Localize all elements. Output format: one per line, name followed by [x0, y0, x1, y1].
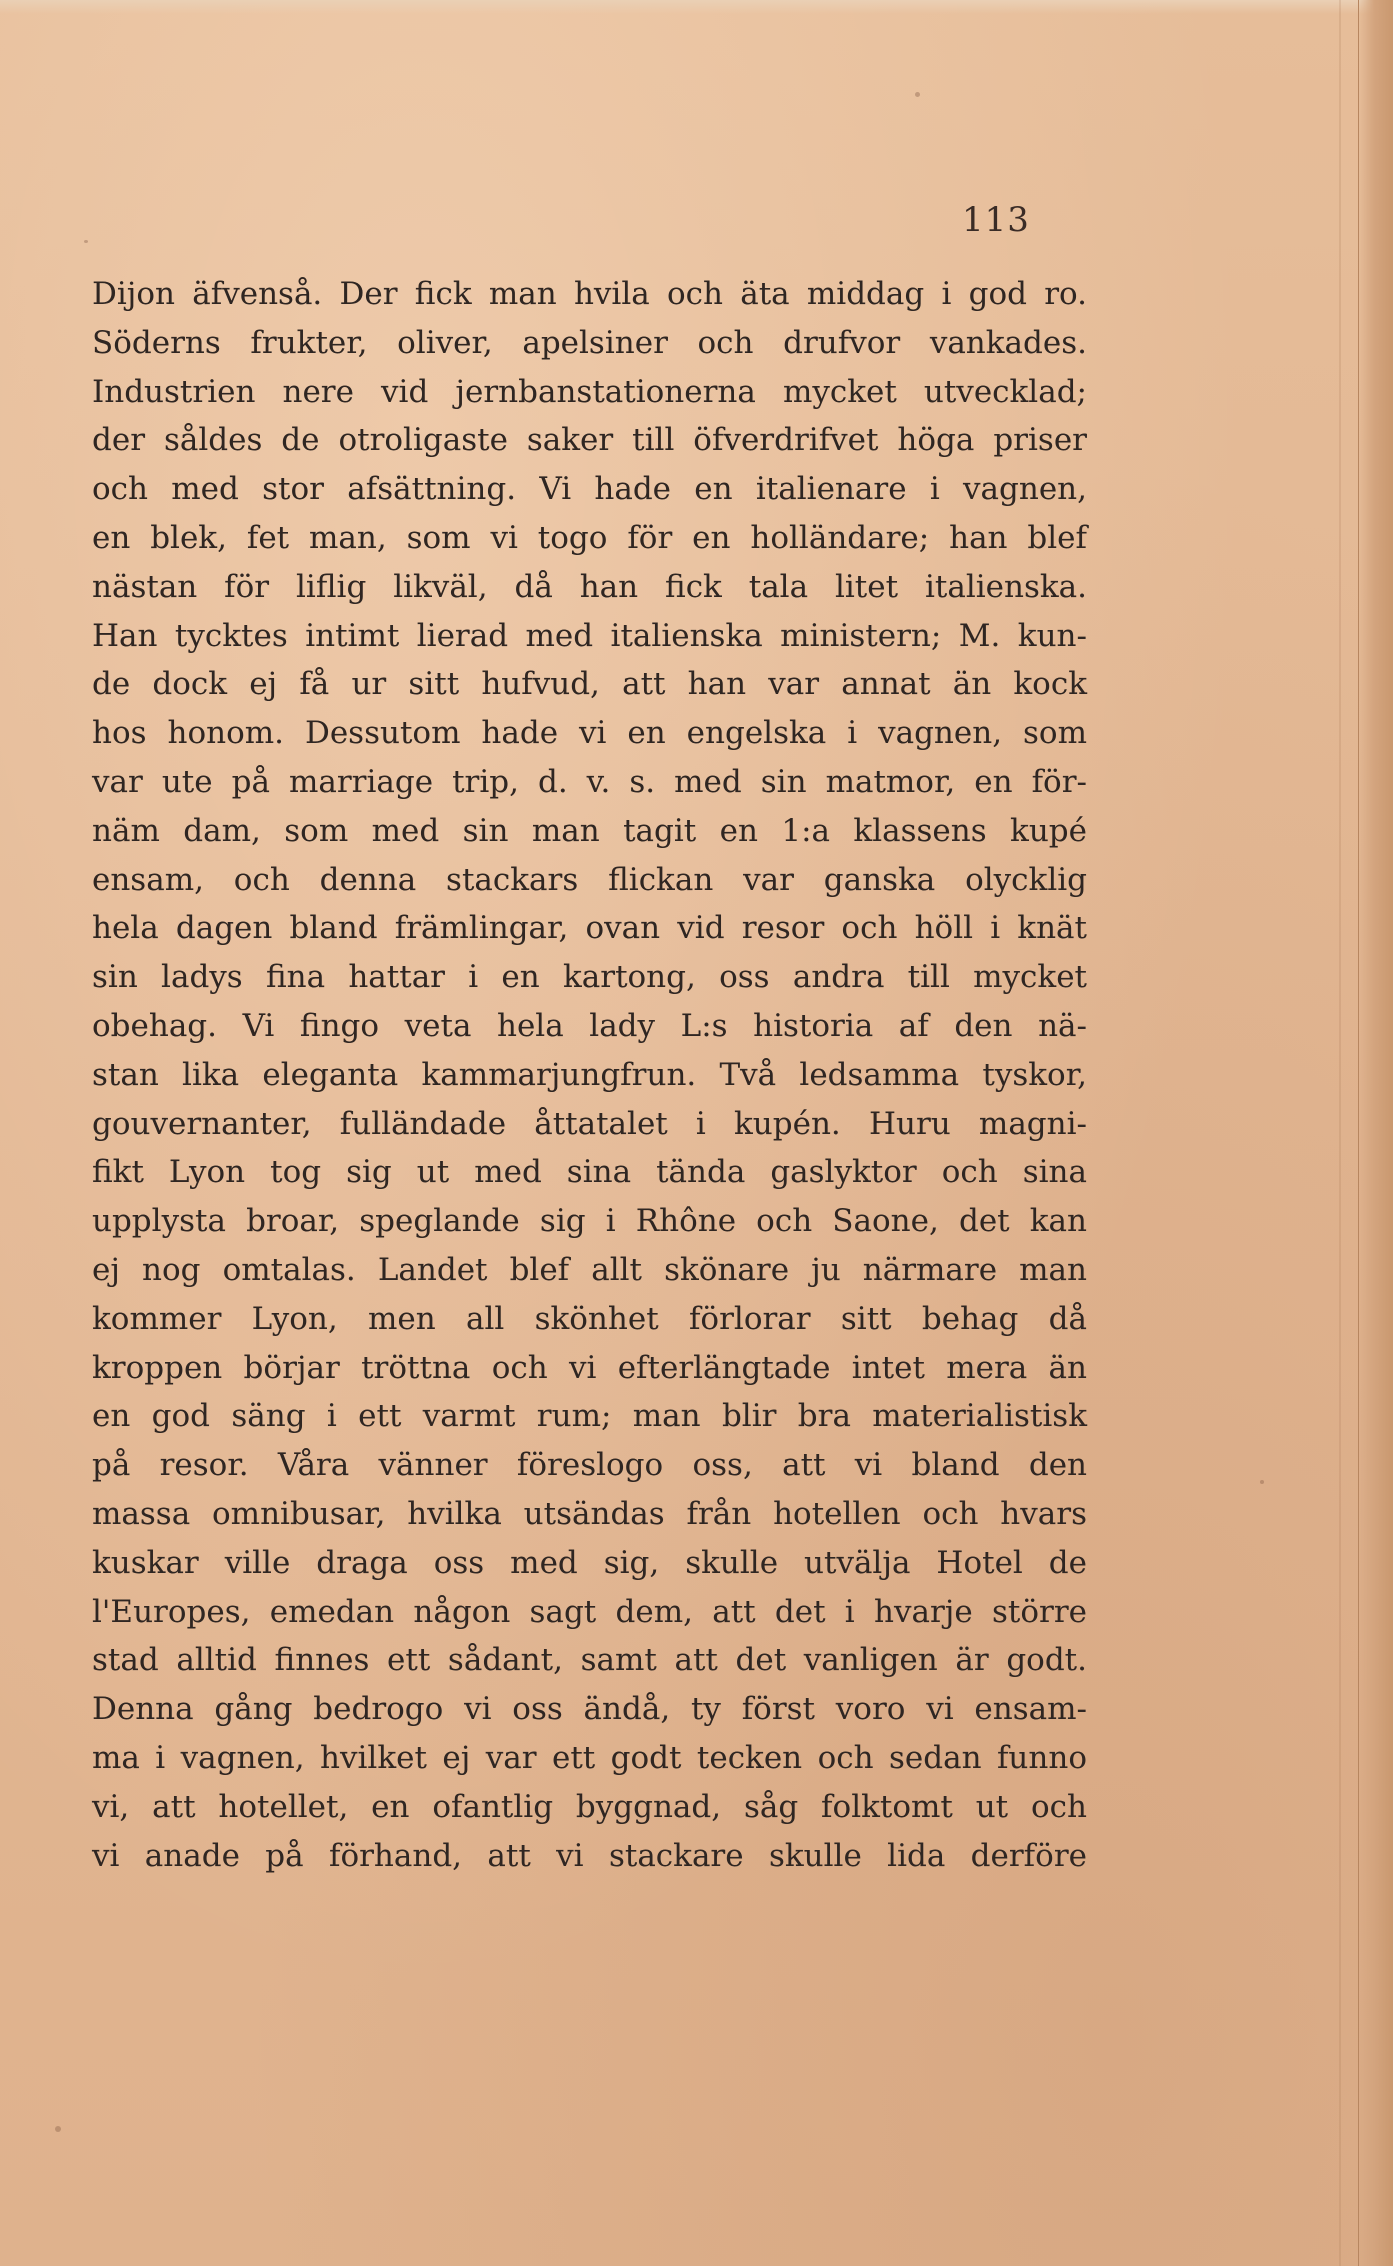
text-line: l'Europes, emedan någon sagt dem, att det i hvarje större	[92, 1593, 1087, 1630]
text-line: ma i vagnen, hvilket ej var ett godt tecken och sedan funno	[92, 1739, 1087, 1776]
text-line: en blek, fet man, som vi togo för en holländare; han blef	[92, 519, 1087, 556]
text-line: hela dagen bland främlingar, ovan vid resor och höll i knät	[92, 910, 1087, 947]
text-line: på resor. Våra vänner föreslogo oss, att vi bland den	[92, 1447, 1087, 1484]
text-line: fikt Lyon tog sig ut med sina tända gaslyktor och sina	[92, 1154, 1087, 1191]
text-line: kommer Lyon, men all skönhet förlorar sitt behag då	[92, 1300, 1087, 1337]
page-number: 113	[962, 200, 1030, 240]
paper-speck	[1260, 1480, 1264, 1484]
text-line: vi, att hotellet, en ofantlig byggnad, såg folktomt ut och	[92, 1788, 1087, 1825]
text-line: nästan för liflig likväl, då han fick tala litet italienska.	[92, 568, 1087, 605]
text-line: hos honom. Dessutom hade vi en engelska i vagnen, som	[92, 715, 1087, 752]
text-line: massa omnibusar, hvilka utsändas från hotellen och hvars	[92, 1495, 1087, 1532]
text-line: stan lika eleganta kammarjungfrun. Två ledsamma tyskor,	[92, 1056, 1087, 1093]
text-line: Han tycktes intimt lierad med italienska ministern; M. kun-	[92, 617, 1087, 654]
body-text	[92, 270, 1087, 1880]
page-right-edge	[1358, 0, 1393, 2266]
text-line: ensam, och denna stackars flickan var ganska olycklig	[92, 861, 1087, 898]
text-line: var ute på marriage trip, d. v. s. med sin matmor, en för-	[92, 763, 1087, 800]
text-line: ej nog omtalas. Landet blef allt skönare ju närmare man	[92, 1251, 1087, 1288]
page-fold-line	[1339, 0, 1341, 2266]
paper-speck	[84, 240, 88, 243]
text-line: och med stor afsättning. Vi hade en italienare i vagnen,	[92, 471, 1087, 508]
text-line: näm dam, som med sin man tagit en 1:a klassens kupé	[92, 812, 1087, 849]
text-line: upplysta broar, speglande sig i Rhône och Saone, det kan	[92, 1203, 1087, 1240]
text-line: Industrien nere vid jernbanstationerna mycket utvecklad;	[92, 373, 1087, 410]
text-line: gouvernanter, fulländade åttatalet i kupén. Huru magni-	[92, 1105, 1087, 1142]
page-top-edge	[0, 0, 1393, 14]
text-line: sin ladys fina hattar i en kartong, oss andra till mycket	[92, 959, 1087, 996]
text-line: der såldes de otroligaste saker till öfverdrifvet höga priser	[92, 422, 1087, 459]
text-line: kuskar ville draga oss med sig, skulle utvälja Hotel de	[92, 1544, 1087, 1581]
text-line: de dock ej få ur sitt hufvud, att han var annat än kock	[92, 666, 1087, 703]
text-line: vi anade på förhand, att vi stackare skulle lida derföre	[92, 1837, 1087, 1874]
text-line: Söderns frukter, oliver, apelsiner och drufvor vankades.	[92, 324, 1087, 361]
text-line: Dijon äfvenså. Der fick man hvila och äta middag i god ro.	[92, 276, 1087, 312]
text-line: obehag. Vi fingo veta hela lady L:s historia af den nä-	[92, 1007, 1087, 1044]
text-line: Denna gång bedrogo vi oss ändå, ty först voro vi ensam-	[92, 1691, 1087, 1728]
paper-speck	[55, 2126, 61, 2132]
text-line: stad alltid finnes ett sådant, samt att det vanligen är godt.	[92, 1642, 1087, 1679]
text-line: en god säng i ett varmt rum; man blir bra materialistisk	[92, 1398, 1087, 1435]
paper-speck	[915, 92, 920, 97]
text-line: kroppen börjar tröttna och vi efterlängtade intet mera än	[92, 1349, 1087, 1386]
